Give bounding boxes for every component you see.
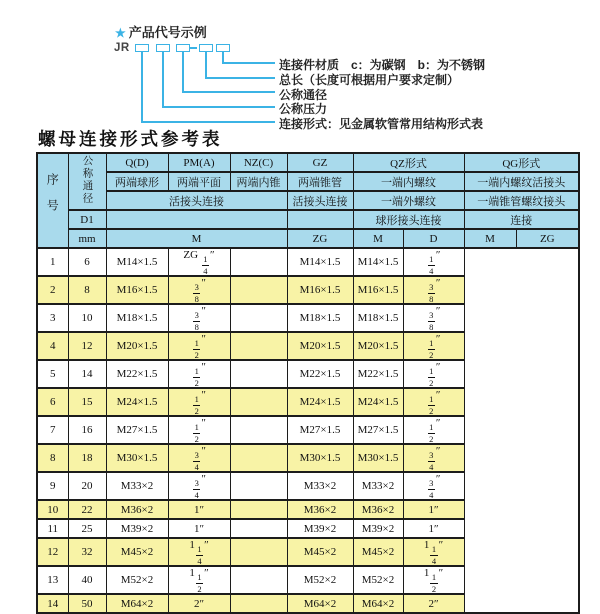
header-qg-joint: 一端锥管螺纹接头 [464, 191, 579, 210]
table-row [37, 500, 579, 519]
qz-d-cell: M33×2 [287, 472, 353, 500]
connector-line [141, 121, 275, 123]
m-cell: M24×1.5 [106, 388, 168, 416]
connector-line [141, 52, 143, 122]
dn-cell: 10 [68, 304, 106, 332]
table-row [37, 276, 579, 304]
header-gz-sub: 两端锥管 [287, 172, 353, 191]
header-empty-2 [287, 210, 353, 229]
dn-cell: 15 [68, 388, 106, 416]
qz-d-cell: M64×2 [287, 594, 353, 613]
m-cell: M14×1.5 [106, 248, 168, 276]
table-row [37, 444, 579, 472]
diagram-title [115, 22, 207, 41]
header-unit-qz-m: M [353, 229, 403, 248]
qz-m-cell [230, 416, 287, 444]
gz-cell: $\frac{1}{2}$ ″ [168, 388, 230, 416]
qz-d-cell: M14×1.5 [287, 248, 353, 276]
table-row [37, 360, 579, 388]
qz-m-cell [230, 519, 287, 538]
fraction: $\frac{3}{4}$ [429, 478, 434, 500]
code-label-connection: 连接形式：见金属软管常用结构形式表 [279, 117, 484, 131]
qg-m-cell: M20×1.5 [353, 332, 403, 360]
table-title: 螺母连接形式参考表 [38, 129, 223, 149]
gz-cell: ZG $\frac{1}{4}$ ″ [168, 248, 230, 276]
seq-cell: 7 [37, 416, 68, 444]
seq-cell: 9 [37, 472, 68, 500]
header-col-gz: GZ [287, 153, 353, 172]
qz-d-cell: M36×2 [287, 500, 353, 519]
m-cell: M22×1.5 [106, 360, 168, 388]
fraction: $\frac{1}{4}$ [197, 544, 202, 566]
table-row [37, 594, 579, 613]
dn-cell: 22 [68, 500, 106, 519]
seq-cell: 4 [37, 332, 68, 360]
qg-zg-cell: $\frac{3}{4}$ ″ [403, 444, 464, 472]
header-row-2 [37, 172, 579, 191]
dn-cell: 18 [68, 444, 106, 472]
m-cell: M39×2 [106, 519, 168, 538]
dn-cell: 25 [68, 519, 106, 538]
seq-cell: 5 [37, 360, 68, 388]
qz-d-cell: M24×1.5 [287, 388, 353, 416]
qg-zg-cell: $\frac{1}{4}$ ″ [403, 248, 464, 276]
qz-m-cell [230, 360, 287, 388]
qz-d-cell: M22×1.5 [287, 360, 353, 388]
gz-cell: 1 $\frac{1}{4}$ ″ [168, 538, 230, 566]
qg-m-cell: M64×2 [353, 594, 403, 613]
header-pm-sub: 两端平面 [168, 172, 230, 191]
seq-cell: 12 [37, 538, 68, 566]
fraction: $\frac{1}{2}$ [194, 422, 199, 444]
gz-cell: $\frac{1}{2}$ ″ [168, 332, 230, 360]
m-cell: M52×2 [106, 566, 168, 594]
header-col-q: Q(D) [106, 153, 168, 172]
code-label-diameter: 公称通径 [279, 88, 328, 102]
fraction: $\frac{1}{2}$ [194, 338, 199, 360]
seq-cell: 3 [37, 304, 68, 332]
qz-d-cell: M27×1.5 [287, 416, 353, 444]
qg-m-cell: M16×1.5 [353, 276, 403, 304]
code-box-5 [216, 44, 230, 52]
dn-cell: 40 [68, 566, 106, 594]
fraction: $\frac{3}{4}$ [429, 450, 434, 472]
header-seq-text: 序号 [45, 173, 60, 225]
header-seq [37, 153, 68, 248]
m-cell: M30×1.5 [106, 444, 168, 472]
qz-d-cell: M18×1.5 [287, 304, 353, 332]
qg-m-cell: M30×1.5 [353, 444, 403, 472]
header-col-pm: PM(A) [168, 153, 230, 172]
table-row [37, 566, 579, 594]
product-code-prefix: JR [114, 42, 130, 54]
qg-zg-cell: $\frac{3}{4}$ ″ [403, 472, 464, 500]
gz-cell: 1 $\frac{1}{2}$ ″ [168, 566, 230, 594]
header-dn-text: 公称通径 [81, 155, 93, 205]
header-unit-m: M [106, 229, 287, 248]
seq-cell: 6 [37, 388, 68, 416]
qz-m-cell [230, 444, 287, 472]
header-unit-qg-zg: ZG [516, 229, 579, 248]
fraction: $\frac{1}{2}$ [194, 366, 199, 388]
qg-zg-cell: $\frac{1}{2}$ ″ [403, 388, 464, 416]
header-q-nz-joint: 活接头连接 [106, 191, 287, 210]
code-label-length: 总长（长度可根据用户要求定制） [279, 73, 460, 87]
qg-zg-cell: 2″ [403, 594, 464, 613]
m-cell: M64×2 [106, 594, 168, 613]
dn-cell: 16 [68, 416, 106, 444]
header-unit-zg: ZG [287, 229, 353, 248]
m-cell: M27×1.5 [106, 416, 168, 444]
fraction: $\frac{3}{8}$ [429, 310, 434, 332]
header-nz-sub: 两端内锥 [230, 172, 287, 191]
qz-m-cell [230, 538, 287, 566]
table-row [37, 538, 579, 566]
gz-cell: $\frac{1}{2}$ ″ [168, 360, 230, 388]
qz-m-cell [230, 388, 287, 416]
code-box-1 [135, 44, 149, 52]
qg-zg-cell: 1 $\frac{1}{4}$ ″ [403, 538, 464, 566]
m-cell: M20×1.5 [106, 332, 168, 360]
gz-cell: $\frac{3}{8}$ ″ [168, 304, 230, 332]
qg-m-cell: M45×2 [353, 538, 403, 566]
qg-zg-cell: $\frac{1}{2}$ ″ [403, 332, 464, 360]
dn-cell: 32 [68, 538, 106, 566]
seq-cell: 13 [37, 566, 68, 594]
header-unit-qz-d: D [403, 229, 464, 248]
fraction: $\frac{1}{2}$ [197, 572, 202, 594]
dn-cell: 6 [68, 248, 106, 276]
header-qg-row4: 连接 [464, 210, 579, 229]
qg-m-cell: M52×2 [353, 566, 403, 594]
fraction: $\frac{1}{2}$ [194, 394, 199, 416]
seq-cell: 10 [37, 500, 68, 519]
m-cell: M36×2 [106, 500, 168, 519]
qg-m-cell: M24×1.5 [353, 388, 403, 416]
qz-d-cell: M30×1.5 [287, 444, 353, 472]
code-box-4 [199, 44, 213, 52]
header-row-5 [37, 229, 579, 248]
header-qz-row4: 球形接头连接 [353, 210, 464, 229]
qz-m-cell [230, 500, 287, 519]
table-row [37, 416, 579, 444]
gz-cell: 2″ [168, 594, 230, 613]
table-header [37, 153, 579, 248]
fraction: $\frac{1}{2}$ [431, 572, 437, 594]
dn-cell: 8 [68, 276, 106, 304]
gz-cell: $\frac{3}{4}$ ″ [168, 472, 230, 500]
fraction: $\frac{3}{8}$ [194, 282, 199, 304]
code-label-material: 连接件材质 c：为碳钢 b：为不锈钢 [279, 58, 486, 72]
connector-line [162, 52, 164, 107]
fraction: $\frac{1}{2}$ [429, 338, 434, 360]
dn-cell: 14 [68, 360, 106, 388]
code-box-2 [156, 44, 170, 52]
header-col-qz: QZ形式 [353, 153, 464, 172]
header-col-qg: QG形式 [464, 153, 579, 172]
qz-d-cell: M45×2 [287, 538, 353, 566]
fraction: $\frac{3}{4}$ [194, 450, 199, 472]
qg-zg-cell: $\frac{3}{8}$ ″ [403, 304, 464, 332]
star-icon: ★ [115, 26, 126, 40]
header-unit-qg-m: M [464, 229, 516, 248]
fraction: $\frac{1}{2}$ [429, 366, 434, 388]
header-mm: mm [68, 229, 106, 248]
header-row-3 [37, 191, 579, 210]
table-row [37, 519, 579, 538]
header-empty-1 [106, 210, 287, 229]
qg-zg-cell: 1″ [403, 500, 464, 519]
reference-table [36, 152, 580, 614]
diagram-title-text: 产品代号示例 [128, 25, 207, 40]
connector-line [222, 62, 275, 64]
gz-cell: $\frac{3}{4}$ ″ [168, 444, 230, 472]
m-cell: M33×2 [106, 472, 168, 500]
qg-m-cell: M39×2 [353, 519, 403, 538]
fraction: $\frac{3}{8}$ [194, 310, 199, 332]
gz-cell: $\frac{3}{8}$ ″ [168, 276, 230, 304]
qg-m-cell: M18×1.5 [353, 304, 403, 332]
qz-m-cell [230, 304, 287, 332]
dn-cell: 12 [68, 332, 106, 360]
code-label-pressure: 公称压力 [279, 102, 328, 116]
dn-cell: 20 [68, 472, 106, 500]
fraction: $\frac{1}{4}$ [203, 254, 208, 276]
fraction: $\frac{3}{8}$ [429, 282, 434, 304]
connector-line [182, 91, 275, 93]
header-gz-joint: 活接头连接 [287, 191, 353, 210]
qg-zg-cell: 1 $\frac{1}{2}$ ″ [403, 566, 464, 594]
qz-m-cell [230, 332, 287, 360]
m-cell: M16×1.5 [106, 276, 168, 304]
header-qg-sub: 一端内螺纹活接头 [464, 172, 579, 191]
qz-m-cell [230, 566, 287, 594]
table-row [37, 304, 579, 332]
qz-d-cell: M16×1.5 [287, 276, 353, 304]
m-cell: M45×2 [106, 538, 168, 566]
connector-line [205, 52, 207, 78]
gz-cell: $\frac{1}{2}$ ″ [168, 416, 230, 444]
seq-cell: 1 [37, 248, 68, 276]
qg-m-cell: M33×2 [353, 472, 403, 500]
header-col-nz: NZ(C) [230, 153, 287, 172]
table-row [37, 388, 579, 416]
header-d1: D1 [68, 210, 106, 229]
header-q-sub: 两端球形 [106, 172, 168, 191]
qg-zg-cell: $\frac{1}{2}$ ″ [403, 360, 464, 388]
table-row [37, 472, 579, 500]
fraction: $\frac{1}{4}$ [431, 544, 437, 566]
gz-cell: 1″ [168, 519, 230, 538]
connector-line [182, 52, 184, 92]
qz-m-cell [230, 276, 287, 304]
header-row-1 [37, 153, 579, 172]
qg-m-cell: M22×1.5 [353, 360, 403, 388]
qz-d-cell: M39×2 [287, 519, 353, 538]
fraction: $\frac{3}{4}$ [194, 478, 199, 500]
header-qz-joint: 一端外螺纹 [353, 191, 464, 210]
qz-d-cell: M52×2 [287, 566, 353, 594]
code-dash [190, 47, 197, 49]
fraction: $\frac{1}{4}$ [429, 254, 434, 276]
seq-cell: 2 [37, 276, 68, 304]
connector-line [205, 77, 275, 79]
table-body [37, 248, 579, 613]
seq-cell: 11 [37, 519, 68, 538]
table-row [37, 248, 579, 276]
table-row [37, 332, 579, 360]
qz-m-cell [230, 472, 287, 500]
qz-m-cell [230, 248, 287, 276]
qg-m-cell: M27×1.5 [353, 416, 403, 444]
header-dn [68, 153, 106, 210]
gz-cell: 1″ [168, 500, 230, 519]
seq-cell: 14 [37, 594, 68, 613]
m-cell: M18×1.5 [106, 304, 168, 332]
qg-m-cell: M14×1.5 [353, 248, 403, 276]
qz-d-cell: M20×1.5 [287, 332, 353, 360]
fraction: $\frac{1}{2}$ [429, 422, 434, 444]
header-row-4 [37, 210, 579, 229]
code-box-3 [176, 44, 190, 52]
fraction: $\frac{1}{2}$ [429, 394, 434, 416]
qg-zg-cell: $\frac{3}{8}$ ″ [403, 276, 464, 304]
qg-zg-cell: $\frac{1}{2}$ ″ [403, 416, 464, 444]
dn-cell: 50 [68, 594, 106, 613]
qz-m-cell [230, 594, 287, 613]
qg-zg-cell: 1″ [403, 519, 464, 538]
header-qz-sub: 一端内螺纹 [353, 172, 464, 191]
connector-line [162, 106, 275, 108]
qg-m-cell: M36×2 [353, 500, 403, 519]
seq-cell: 8 [37, 444, 68, 472]
